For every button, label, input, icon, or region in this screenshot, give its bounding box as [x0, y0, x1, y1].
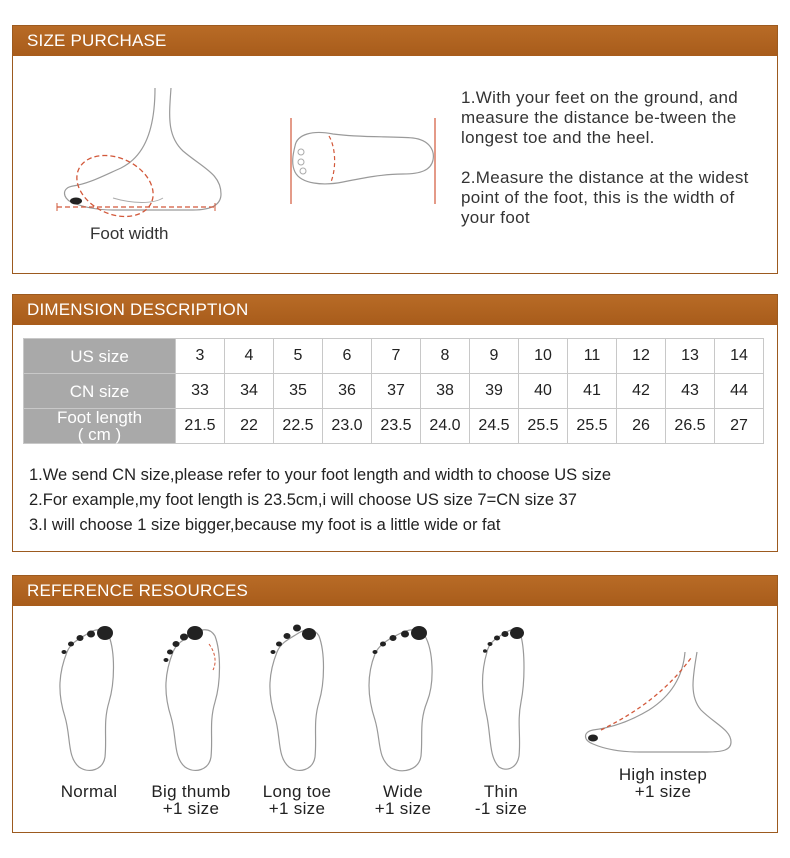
table-cell: 41 — [568, 374, 617, 409]
foot-length-unit: ( cm ) — [77, 425, 122, 444]
table-cell: 9 — [470, 339, 519, 374]
table-cell: 24.0 — [421, 409, 470, 444]
table-cell: 38 — [421, 374, 470, 409]
reference-section — [12, 575, 778, 833]
foot-thin-icon — [473, 622, 533, 772]
table-cell: 21.5 — [176, 409, 225, 444]
note-1: 1.We send CN size,please refer to your foot length and width to choose US size — [29, 466, 612, 484]
foot-long-toe-icon — [263, 622, 333, 772]
table-cell: 8 — [421, 339, 470, 374]
table-cell: 37 — [372, 374, 421, 409]
note-2: 2.For example,my foot length is 23.5cm,i will choose US size 7=CN size 37 — [29, 491, 577, 509]
table-cell: 39 — [470, 374, 519, 409]
reference-header: REFERENCE RESOURCES — [13, 576, 777, 606]
table-cell: 36 — [323, 374, 372, 409]
table-cell: 22.5 — [274, 409, 323, 444]
table-cell: 42 — [617, 374, 666, 409]
table-cell: 26.5 — [666, 409, 715, 444]
size-purchase-section — [12, 25, 778, 274]
row-header-foot-length — [24, 409, 176, 444]
foot-big-thumb-note: +1 size — [162, 799, 220, 818]
note-3: 3.I will choose 1 size bigger,because my foot is a little wide or fat — [29, 516, 501, 534]
table-cell: 25.5 — [568, 409, 617, 444]
table-cell: 40 — [519, 374, 568, 409]
instruction-1: 1.With your feet on the ground, and measure the distance be-tween the longest toe and the heel. — [461, 88, 739, 147]
foot-long-toe-note: +1 size — [268, 799, 326, 818]
table-cell: 22 — [225, 409, 274, 444]
table-cell: 7 — [372, 339, 421, 374]
instruction-2: 2.Measure the distance at the widest point of the foot, this is the width of your foot — [461, 168, 749, 227]
row-header-cn: CN size — [24, 374, 176, 409]
table-cell: 6 — [323, 339, 372, 374]
size-purchase-header: SIZE PURCHASE — [13, 26, 777, 56]
foot-width-measure-line — [55, 202, 217, 212]
foot-big-thumb-icon — [159, 622, 229, 772]
foot-normal-label: Normal — [60, 782, 118, 801]
table-cell: 26 — [617, 409, 666, 444]
foot-big-thumb-label: Big thumb — [151, 782, 231, 801]
table-cell: 25.5 — [519, 409, 568, 444]
table-cell: 34 — [225, 374, 274, 409]
foot-thin-label: Thin — [483, 782, 519, 801]
foot-wide-label: Wide — [383, 782, 423, 801]
table-cell: 43 — [666, 374, 715, 409]
foot-high-instep-label: High instep — [618, 765, 708, 784]
row-header-us: US size — [24, 339, 176, 374]
table-row-foot-length — [24, 409, 764, 444]
table-cell: 4 — [225, 339, 274, 374]
foot-wide-icon — [365, 622, 441, 772]
table-cell: 23.5 — [372, 409, 421, 444]
table-cell: 27 — [715, 409, 764, 444]
table-cell: 35 — [274, 374, 323, 409]
table-cell: 10 — [519, 339, 568, 374]
foot-wide-note: +1 size — [374, 799, 432, 818]
table-cell: 23.0 — [323, 409, 372, 444]
table-cell: 33 — [176, 374, 225, 409]
dimension-header: DIMENSION DESCRIPTION — [13, 295, 777, 325]
size-table — [23, 338, 764, 444]
foot-normal-icon — [53, 622, 123, 772]
foot-long-toe-label: Long toe — [262, 782, 332, 801]
table-cell: 5 — [274, 339, 323, 374]
table-cell: 13 — [666, 339, 715, 374]
foot-width-label: Foot width — [90, 224, 169, 243]
size-notes — [29, 463, 611, 538]
table-row-cn — [24, 374, 764, 409]
foot-length-label: Foot length — [56, 408, 143, 427]
table-row-us — [24, 339, 764, 374]
foot-top-illustration — [283, 116, 443, 206]
measure-instructions — [461, 88, 761, 228]
dimension-section — [12, 294, 778, 552]
table-cell: 14 — [715, 339, 764, 374]
foot-high-instep-icon — [579, 646, 739, 756]
foot-thin-note: -1 size — [474, 799, 528, 818]
table-cell: 24.5 — [470, 409, 519, 444]
foot-high-instep-note: +1 size — [634, 782, 692, 801]
table-cell: 11 — [568, 339, 617, 374]
table-cell: 12 — [617, 339, 666, 374]
table-cell: 3 — [176, 339, 225, 374]
table-cell: 44 — [715, 374, 764, 409]
